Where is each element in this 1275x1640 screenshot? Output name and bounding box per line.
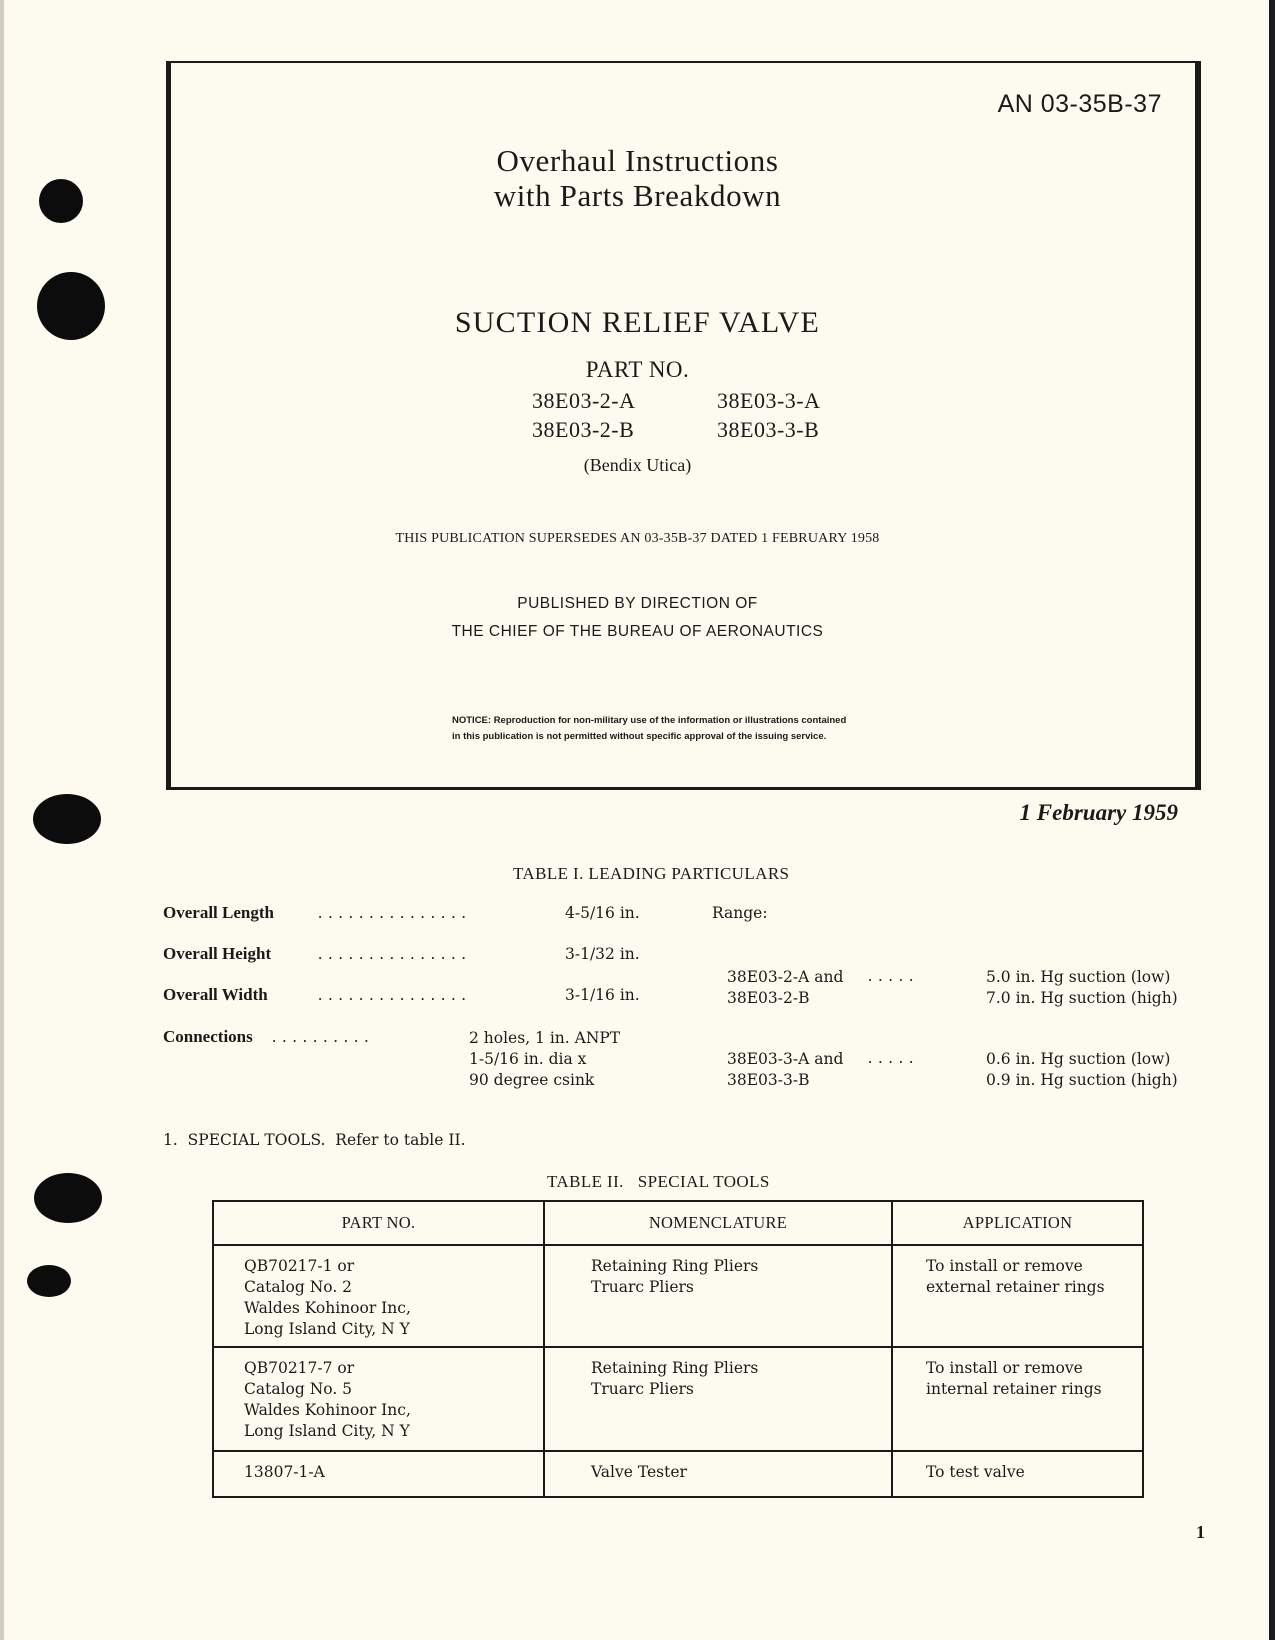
cell-line: Catalog No. 5 <box>244 1380 353 1398</box>
cell-line: internal retainer rings <box>926 1380 1102 1398</box>
page-edge-left <box>0 0 4 1640</box>
model-line: 38E03-2-B <box>727 989 810 1007</box>
column-header-nomenclature: NOMENCLATURE <box>544 1201 892 1245</box>
cell-application <box>892 1245 1143 1347</box>
model-line: 38E03-3-B <box>727 1071 810 1089</box>
publication-date: 1 February 1959 <box>1019 800 1178 825</box>
particular-label: Overall Width <box>163 985 268 1004</box>
supersedes-notice: THIS PUBLICATION SUPERSEDES AN 03-35B-37 DATED 1 FEBRUARY 1958 <box>395 531 880 546</box>
cell-nomenclature <box>544 1451 892 1497</box>
cell-line: Waldes Kohinoor Inc, <box>244 1299 411 1317</box>
part-number: 38E03-2-B <box>532 417 635 442</box>
table2-caption: TABLE II. SPECIAL TOOLS <box>547 1172 770 1191</box>
particular-value: 4-5/16 in. <box>565 904 640 922</box>
column-header-part-no: PART NO. <box>213 1201 544 1245</box>
cell-line: Long Island City, N Y <box>244 1422 410 1440</box>
table-row <box>213 1347 1143 1451</box>
cell-application <box>892 1347 1143 1451</box>
model-line: 38E03-3-A and <box>727 1050 844 1068</box>
value-line: 2 holes, 1 in. ANPT <box>469 1029 621 1047</box>
particular-value: 3-1/32 in. <box>565 945 640 963</box>
title-line-2: with Parts Breakdown <box>493 178 782 213</box>
cell-line: To install or remove <box>926 1257 1083 1275</box>
reproduction-notice <box>452 713 846 745</box>
cell-line: To install or remove <box>926 1359 1083 1377</box>
part-number: 38E03-2-A <box>532 388 636 413</box>
connections-value <box>469 1028 620 1091</box>
range-models <box>727 1049 843 1091</box>
cell-line: Retaining Ring Pliers <box>591 1359 759 1377</box>
range-low: 5.0 in. Hg suction (low) <box>986 968 1171 986</box>
title-line-1: Overhaul Instructions <box>496 143 779 178</box>
cell-line: Waldes Kohinoor Inc, <box>244 1401 411 1419</box>
notice-line-1: NOTICE: Reproduction for non-military use of the information or illustrations contained <box>452 715 847 726</box>
binder-hole-4 <box>34 1173 102 1223</box>
cell-nomenclature <box>544 1347 892 1451</box>
range-values <box>986 1049 1178 1091</box>
part-no-label: PART NO. <box>585 357 690 382</box>
table-row <box>213 1451 1143 1497</box>
binder-hole-3 <box>33 794 101 844</box>
table1-caption: TABLE I. LEADING PARTICULARS <box>513 864 790 883</box>
range-high: 7.0 in. Hg suction (high) <box>986 989 1178 1007</box>
particular-label: Overall Length <box>163 903 274 922</box>
cell-nomenclature <box>544 1245 892 1347</box>
binder-hole-5 <box>27 1265 71 1297</box>
range-models <box>727 967 843 1009</box>
published-by-line-1: PUBLISHED BY DIRECTION OF <box>517 595 758 612</box>
cell-line: external retainer rings <box>926 1278 1105 1296</box>
cell-line: 13807-1-A <box>244 1463 325 1481</box>
cell-line: Long Island City, N Y <box>244 1320 410 1338</box>
cell-line: Truarc Pliers <box>591 1278 694 1296</box>
section-special-tools: 1. SPECIAL TOOLS. Refer to table II. <box>163 1131 466 1149</box>
range-low: 0.6 in. Hg suction (low) <box>986 1050 1171 1068</box>
leader-dots: ..... <box>868 1048 920 1067</box>
cell-line: To test valve <box>926 1463 1025 1481</box>
cell-application <box>892 1451 1143 1497</box>
model-line: 38E03-2-A and <box>727 968 844 986</box>
table-row <box>213 1245 1143 1347</box>
value-line: 90 degree csink <box>469 1071 595 1089</box>
leader-dots: ............... <box>318 944 472 963</box>
subject-title: SUCTION RELIEF VALVE <box>454 306 821 339</box>
manufacturer: (Bendix Utica) <box>583 455 692 475</box>
cell-part-no <box>213 1451 544 1497</box>
notice-line-2: in this publication is not permitted without specific approval of the issuing service. <box>452 731 827 742</box>
cell-line: Valve Tester <box>591 1463 687 1481</box>
document-number: AN 03-35B-37 <box>997 90 1162 118</box>
range-label: Range: <box>712 904 768 922</box>
cell-line: QB70217-1 or <box>244 1257 355 1275</box>
leader-dots: .......... <box>272 1027 375 1046</box>
cell-part-no <box>213 1245 544 1347</box>
page-number: 1 <box>1196 1522 1205 1542</box>
table-header-row <box>213 1201 1143 1245</box>
range-high: 0.9 in. Hg suction (high) <box>986 1071 1178 1089</box>
cell-line: Retaining Ring Pliers <box>591 1257 759 1275</box>
range-values <box>986 967 1178 1009</box>
cell-part-no <box>213 1347 544 1451</box>
page-edge-right <box>1269 0 1275 1640</box>
special-tools-table <box>212 1200 1144 1498</box>
published-by-line-2: THE CHIEF OF THE BUREAU OF AERONAUTICS <box>451 623 824 640</box>
column-header-application: APPLICATION <box>892 1201 1143 1245</box>
particular-label: Overall Height <box>163 944 272 963</box>
particular-label: Connections <box>163 1027 253 1046</box>
part-number: 38E03-3-A <box>717 388 821 413</box>
particular-value: 3-1/16 in. <box>565 986 640 1004</box>
leader-dots: ..... <box>868 966 920 985</box>
cell-line: Catalog No. 2 <box>244 1278 353 1296</box>
value-line: 1-5/16 in. dia x <box>469 1050 587 1068</box>
part-number: 38E03-3-B <box>717 417 820 442</box>
leader-dots: ............... <box>318 903 472 922</box>
cell-line: QB70217-7 or <box>244 1359 355 1377</box>
cell-line: Truarc Pliers <box>591 1380 694 1398</box>
leader-dots: ............... <box>318 985 472 1004</box>
